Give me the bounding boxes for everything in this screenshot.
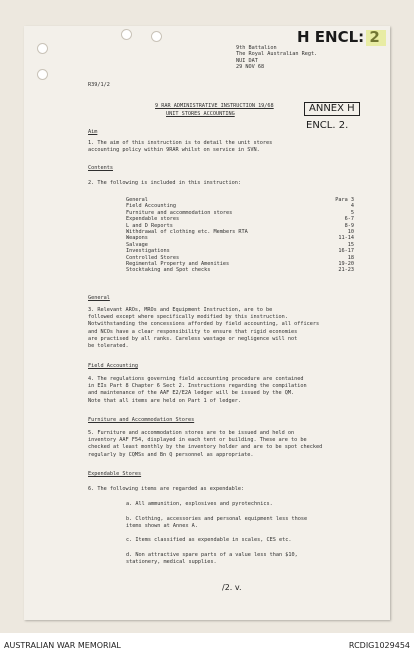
general-paragraph	[88, 307, 319, 350]
text-line: 1. The aim of this instruction is to detail the unit stores	[88, 140, 273, 146]
text-line: regularly by CQMSs and Bn Q personnel as appropriate.	[88, 451, 254, 458]
text-line: and NCOs have a clear responsibility to ensure that rigid economies	[88, 328, 298, 335]
text-line: and maintenance of the AAF E2/E2A ledger will be issued by the QM.	[88, 390, 295, 397]
list-item: Stocktaking and Spot checks 21-23	[126, 267, 354, 274]
address-line: The Royal Australian Regt.	[236, 51, 318, 58]
text-line: are practised by all ranks. Careless wastage or negligence will not	[88, 335, 298, 342]
annex-label: ANNEX H	[304, 102, 360, 116]
text-line: accounting policy within 9RAR whilst on service in SVN.	[88, 147, 260, 154]
section-heading-aim: Aim	[88, 129, 98, 135]
handwritten-annex	[304, 102, 360, 132]
text-line: 3. Relevant AROs, MROs and Equipment Instruction, are to be	[88, 307, 273, 313]
section-heading-furniture: Furniture and Accommodation Stores	[88, 417, 195, 423]
section-heading-expendable: Expendable Stores	[88, 471, 142, 477]
section-heading-field-accounting: Field Accounting	[88, 363, 138, 369]
address-line: NUI DAT	[236, 57, 258, 64]
list-item: Regimental Property and Amenities 19-20	[126, 261, 354, 268]
highlight-mark	[366, 30, 386, 46]
expendable-item: a. All ammunition, explosives and pyrotechnics.	[126, 501, 273, 507]
expendable-item-continued: items shown at Annex A.	[126, 523, 198, 529]
list-item: Controlled Stores 18	[126, 254, 354, 261]
expendable-item: d. Non attractive spare parts of a value less than $10,	[126, 552, 298, 558]
section-heading-contents: Contents	[88, 165, 113, 171]
list-item: Expendable stores 6-7	[126, 216, 354, 223]
contents-list	[126, 197, 354, 274]
list-item: Salvage 15	[126, 241, 354, 248]
list-item: Investigations 16-17	[126, 248, 354, 255]
list-item: General Para 3	[126, 197, 354, 203]
text-line: Note that all items are held on Part 1 of ledger.	[88, 397, 242, 404]
document-title: 9 RAR ADMINISTRATIVE INSTRUCTION 19/68	[155, 103, 274, 109]
text-line: checked at least monthly by the inventory holder and are to be spot checked	[88, 444, 323, 451]
document-subtitle: UNIT STORES ACCOUNTING	[166, 111, 235, 117]
list-item: Furniture and accommodation stores 5	[126, 209, 354, 216]
list-item: Withdrawal of clothing etc. Members RTA 10	[126, 229, 354, 236]
annex-enclosure: ENCL. 2.	[306, 120, 349, 131]
punch-hole	[37, 69, 48, 80]
text-line: in EIs Part 8 Chapter 6 Sect 2. Instructions regarding the compilation	[88, 383, 307, 390]
list-item: Weapons 11-14	[126, 235, 354, 242]
address-line: 9th Battalion	[236, 45, 277, 51]
furniture-paragraph	[88, 430, 322, 459]
punch-hole	[37, 43, 48, 54]
unit-address	[236, 45, 317, 70]
list-item: L and D Reports 8-9	[126, 222, 354, 229]
text-line: be tolerated.	[88, 343, 129, 350]
expendable-item-continued: stationery, medical supplies.	[126, 559, 217, 565]
punch-hole	[121, 29, 132, 40]
handwritten-page-mark: /2. v.	[222, 583, 242, 592]
text-line: Notwithstanding the concessions afforded by field accounting, all officers	[88, 321, 320, 328]
date-line: 29 NOV 68	[236, 63, 265, 70]
footer-archive-name: AUSTRALIAN WAR MEMORIAL	[4, 641, 121, 650]
contents-intro: 2. The following is included in this instruction:	[88, 180, 242, 186]
text-line: followed except where specifically modified by this instruction.	[88, 314, 288, 321]
section-heading-general: General	[88, 295, 110, 301]
punch-hole	[151, 31, 162, 42]
expendable-item: b. Clothing, accessories and personal equipment less those	[126, 516, 308, 522]
text-line: 5. Furniture and accommodation stores are to be issued and held on	[88, 430, 295, 436]
field-accounting-paragraph	[88, 376, 307, 405]
expendable-item: c. Items classified as expendable in scales, CES etc.	[126, 537, 292, 543]
footer-record-id: RCDIG1029454	[348, 641, 410, 650]
list-item: Field Accounting 4	[126, 203, 354, 210]
handwritten-enclosure-ref: H ENCL: 2	[297, 28, 380, 46]
aim-paragraph	[88, 140, 272, 154]
expendable-intro: 6. The following items are regarded as expendable:	[88, 486, 245, 492]
text-line: 4. The regulations governing field accounting procedure are contained	[88, 376, 304, 382]
text-line: inventory AAF F54, displayed in each tent or building. These are to be	[88, 437, 307, 444]
file-reference: R39/1/2	[88, 82, 110, 88]
